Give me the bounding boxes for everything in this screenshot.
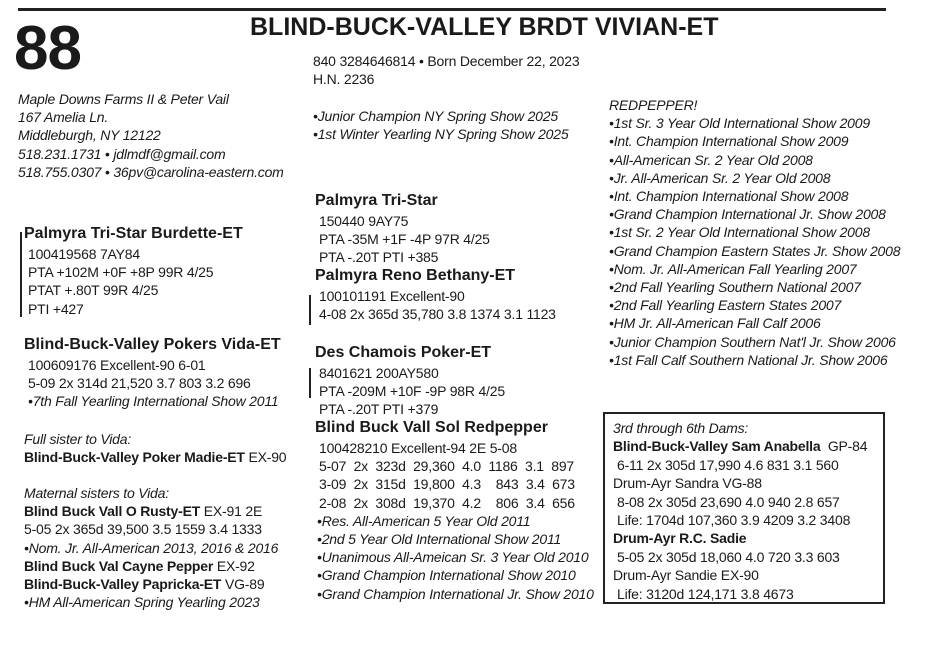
award-line: •2nd 5 Year Old International Show 2011 — [317, 531, 562, 548]
sister-name: Blind-Buck-Valley Papricka-ET — [24, 576, 222, 593]
dam-sire-block — [315, 342, 505, 419]
pedigree-line: 5-09 2x 314d 21,520 3.7 803 3.2 696 — [28, 375, 251, 392]
award-line: •HM Jr. All-American Fall Calf 2006 — [609, 315, 821, 332]
award-line: •Grand Champion International Jr. Show 2010 — [317, 585, 594, 602]
award-line: •1st Sr. 3 Year Old International Show 2009 — [609, 115, 870, 132]
consignor-city: Middleburgh, NY 12122 — [18, 127, 161, 144]
pedigree-line: 100419568 7AY84 — [28, 246, 140, 262]
sire-dam-block — [315, 265, 556, 323]
pedigree-line: PTA -.20T PTI +379 — [319, 401, 439, 418]
award-line: •Nom. Jr. All-American 2013, 2016 & 2016 — [24, 539, 279, 556]
consignor-block — [18, 90, 284, 181]
redpepper-block — [609, 96, 900, 369]
record-line: 2-08 2x 308d 19,370 4.2 806 3.4 656 — [319, 494, 575, 511]
full-sister-score: EX-90 — [244, 449, 287, 466]
maternal-sisters-block — [24, 484, 278, 611]
sire-bracket — [20, 232, 22, 317]
full-sister-name: Blind-Buck-Valley Poker Madie-ET — [24, 449, 245, 466]
sister-record: 5-05 2x 365d 39,500 3.5 1559 3.4 1333 — [24, 521, 262, 538]
pedigree-line: PTI +427 — [28, 300, 84, 317]
sire-dam-bracket — [309, 295, 311, 325]
dam-record: 6-11 2x 305d 17,990 4.6 831 3.1 560 — [617, 456, 839, 473]
dam-name: Drum-Ayr Sandra VG-88 — [613, 475, 762, 492]
dam-sire-bracket — [309, 368, 311, 398]
award-line: •Int. Champion International Show 2008 — [609, 188, 849, 205]
sire-sire-block — [24, 223, 243, 318]
record-line: 5-07 2x 323d 29,360 4.0 1186 3.1 897 — [319, 458, 575, 475]
grand-dam-block — [315, 417, 594, 603]
dam-name: Blind-Buck-Valley Pokers Vida-ET — [24, 336, 281, 353]
record-line: 3-09 2x 315d 19,800 4.3 843 3.4 673 — [319, 476, 575, 493]
consignor-phone-1: 518.231.1731 • jdlmdf@gmail.com — [18, 145, 226, 162]
award-line: •1st Sr. 2 Year Old International Show 2008 — [609, 224, 870, 241]
sire-sire-name: Palmyra Tri-Star Burdette-ET — [24, 225, 243, 242]
award-line: •2nd Fall Yearling Eastern States 2007 — [609, 297, 842, 314]
consignor-name: Maple Downs Farms II & Peter Vail — [18, 91, 229, 107]
sire-name: Palmyra Tri-Star — [315, 192, 438, 209]
animal-awards — [313, 107, 568, 143]
grand-dam-name: Blind Buck Vall Sol Redpepper — [315, 419, 548, 436]
sire-block — [315, 190, 490, 267]
dam-name: Drum-Ayr Sandie EX-90 — [613, 567, 759, 584]
sister-score: VG-89 — [221, 576, 265, 593]
award-line: •HM All-American Spring Yearling 2023 — [24, 594, 260, 611]
hn: H.N. 2236 — [313, 71, 375, 88]
pedigree-line: 100428210 Excellent-94 2E 5-08 — [319, 440, 517, 456]
dam-life: Life: 1704d 107,360 3.9 4209 3.2 3408 — [617, 512, 851, 529]
award-line: •Junior Champion Southern Nat'l Jr. Show 2006 — [609, 333, 896, 350]
award-line: •Grand Champion International Jr. Show 2008 — [609, 206, 886, 223]
top-rule — [18, 8, 886, 11]
award-line: •Grand Champion Eastern States Jr. Show 2008 — [609, 242, 901, 259]
award-line: •Int. Champion International Show 2009 — [609, 133, 849, 150]
consignor-address: 167 Amelia Ln. — [18, 109, 109, 126]
dam-sire-name: Des Chamois Poker-ET — [315, 344, 492, 361]
award-line: •Res. All-American 5 Year Old 2011 — [317, 512, 531, 529]
full-sister-heading: Full sister to Vida: — [24, 431, 132, 447]
sister-name: Blind Buck Vall O Rusty-ET — [24, 503, 201, 520]
dam-name: Drum-Ayr R.C. Sadie — [613, 530, 747, 547]
pedigree-line: 100101191 Excellent-90 — [319, 288, 465, 304]
sister-name: Blind Buck Val Cayne Pepper — [24, 557, 214, 574]
award-line: •7th Fall Yearling International Show 2011 — [28, 393, 279, 410]
pedigree-line: 100609176 Excellent-90 6-01 — [28, 357, 206, 373]
dams-box — [603, 412, 885, 604]
dam-name: Blind-Buck-Valley Sam Anabella — [613, 438, 821, 455]
pedigree-line: PTAT +.80T 99R 4/25 — [28, 282, 159, 299]
pedigree-line: PTA -209M +10F -9P 98R 4/25 — [319, 383, 505, 400]
pedigree-line: 150440 9AY75 — [319, 213, 409, 229]
award-line: •Jr. All-American Sr. 2 Year Old 2008 — [609, 169, 831, 186]
award-line: •All-American Sr. 2 Year Old 2008 — [609, 151, 813, 168]
dam-record: 5-05 2x 305d 18,060 4.0 720 3.3 603 — [617, 548, 840, 565]
sister-score: EX-92 — [213, 557, 255, 574]
dam-block — [24, 334, 281, 411]
page-title: BLIND-BUCK-VALLEY BRDT VIVIAN-ET — [250, 13, 719, 41]
dams-box-content — [613, 419, 867, 603]
animal-info — [313, 52, 579, 88]
redpepper-heading: REDPEPPER! — [609, 97, 698, 113]
pedigree-line: 8401621 200AY580 — [319, 365, 439, 381]
pedigree-line: PTA -.20T PTI +385 — [319, 249, 439, 266]
award-line: •Unanimous All-Ameican Sr. 3 Year Old 2010 — [317, 549, 589, 566]
sire-dam-name: Palmyra Reno Bethany-ET — [315, 267, 516, 284]
award-line: •1st Fall Calf Southern National Jr. Show 2006 — [609, 351, 888, 368]
award-line: •Grand Champion International Show 2010 — [317, 567, 576, 584]
maternal-sisters-heading: Maternal sisters to Vida: — [24, 485, 169, 501]
reg-born: 840 3284646814 • Born December 22, 2023 — [313, 53, 580, 69]
pedigree-line: PTA -35M +1F -4P 97R 4/25 — [319, 231, 490, 248]
dam-record: 8-08 2x 305d 23,690 4.0 940 2.8 657 — [617, 493, 840, 510]
award-line: •1st Winter Yearling NY Spring Show 2025 — [313, 126, 569, 143]
award-line: •Junior Champion NY Spring Show 2025 — [313, 108, 558, 124]
consignor-phone-2: 518.755.0307 • 36pv@carolina-eastern.com — [18, 163, 284, 180]
full-sister-block — [24, 430, 286, 466]
pedigree-line: 4-08 2x 365d 35,780 3.8 1374 3.1 1123 — [319, 306, 556, 323]
lot-number: 88 — [14, 14, 81, 83]
award-line: •2nd Fall Yearling Southern National 2007 — [609, 279, 861, 296]
dams-box-heading: 3rd through 6th Dams: — [613, 420, 749, 436]
pedigree-line: PTA +102M +0F +8P 99R 4/25 — [28, 264, 214, 281]
dam-life: Life: 3120d 124,171 3.8 4673 — [617, 585, 794, 602]
sister-score: EX-91 2E — [200, 503, 263, 520]
award-line: •Nom. Jr. All-American Fall Yearling 2007 — [609, 260, 857, 277]
dam-score: GP-84 — [820, 438, 868, 455]
